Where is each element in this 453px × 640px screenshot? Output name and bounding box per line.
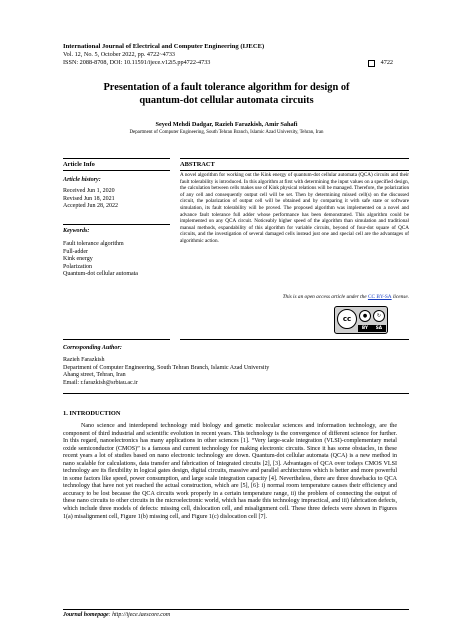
keyword: Kink energy [63, 256, 93, 263]
divider [63, 170, 170, 171]
title-line-1: Presentation of a fault tolerance algorithm for design of [103, 82, 350, 93]
keyword: Full-adder [63, 248, 88, 255]
keyword: Fault tolerance algorithm [63, 241, 124, 247]
journal-volume: Vol. 12, No. 5, October 2022, pp. 4722~4733 [63, 51, 176, 59]
keywords-heading: Keywords: [63, 228, 90, 234]
divider [63, 393, 409, 394]
keyword-list [63, 241, 178, 279]
abstract-heading: ABSTRACT [180, 161, 215, 168]
title-line-2: quantum-dot cellular automata circuits [139, 95, 314, 106]
license-prefix: This is an open access article under the [282, 294, 368, 300]
page-number-group [368, 59, 393, 67]
divider [180, 339, 409, 340]
badge-by: BY [361, 326, 368, 331]
accepted-date: Accepted Jun 28, 2022 [63, 203, 118, 210]
badge-sa: SA [375, 326, 383, 331]
intro-paragraph [63, 423, 397, 521]
journal-homepage [63, 612, 170, 618]
corresponding-heading: Corresponding Author: [63, 345, 122, 351]
paper-title [40, 81, 413, 107]
square-icon [368, 60, 375, 67]
journal-issn: ISSN: 2088-8708, DOI: 10.11591/ijece.v12i5.pp4722-4733 [63, 59, 211, 67]
divider [63, 224, 170, 225]
share-alike-icon: ↻ [373, 310, 385, 322]
homepage-url[interactable]: : http://ijece.iaescore.com [108, 612, 171, 618]
section-heading: 1. INTRODUCTION [63, 410, 121, 417]
history-dates [63, 188, 170, 211]
divider [63, 158, 170, 159]
issn-row [63, 59, 393, 67]
page-number: 4722 [380, 59, 393, 67]
license-link[interactable]: CC BY-SA [367, 294, 392, 300]
author-list: Seyed Mehdi Dadgar, Razieh Farazkish, Amir Sahafi [155, 121, 298, 128]
journal-header [63, 43, 393, 68]
footer-divider [63, 609, 409, 610]
journal-name: International Journal of Electrical and Computer Engineering (IJECE) [63, 43, 265, 50]
corresponding-dept: Department of Computer Engineering, South Tehran Branch, Islamic Azad University [63, 364, 270, 371]
person-icon: ● [359, 310, 371, 322]
corresponding-name: Razieh Farazkish [63, 357, 105, 363]
divider [180, 158, 409, 159]
cc-by-sa-badge[interactable] [334, 306, 388, 334]
keyword: Polarization [63, 263, 92, 270]
license-line [180, 294, 409, 300]
intro-text: Nano science and interdepend technology mid biology and genetic molecular sciences and information technology, are the component of third industrial and scientific evolution in recent years. This technology is the convergence of different science for further. In this regard, nanoelectronics has many applications in other sciences [1]. “Very large-scale integration (VLSI)-complementary metal oxide semiconductor (CMOS)” is a famous and current technology for making electronic circuits. Since it has some obstacles, in these recent years a lot of studies based on nano electronic technology are down. Quantum-dot cellular automata (QCA) is a new method in nano scalable for calculations, data transfer and fabrication of Integrated circuits [2], [3]. Advantages of QCA over todays CMOS VLSI technology are its flexibility in logical gates design, digital circuits, massive and parallel architectures which is better and more powerful in some factors like speed, power consumption, and large scale integration capacity [4]. Nevertheless, there are three drawbacks to QCA technology that have not yet reached the actual construction, which are [5], [6]: i) normal room temperature causes their efficiency and accuracy to be lost because the QCA circuits work properly in a certain temperature range, ii) the problem of connecting the output of these nano circuits to other circuits in the microelectronic world, which has made this technology impractical, and iii) fabrication defects, which include three models of defects: missing cell, dislocation cell, and misalignment cell. These three defects were shown in Figures 1(a) misalignment cell, Figure 1(b) missing cell, and Figure 1(c) dislocation cell [7]. [63, 423, 397, 520]
corresponding-email: Email: r.farazkish@srbiau.ac.ir [63, 379, 138, 386]
corresponding-street: Ahang street, Tehran, Iran [63, 372, 126, 379]
received-date: Received Jun 1, 2020 [63, 188, 115, 194]
divider [180, 170, 409, 171]
cc-icon: cc [337, 309, 357, 329]
license-suffix: license. [391, 294, 409, 300]
keyword: Quantum-dot cellular automata [63, 271, 138, 278]
affiliation: Department of Computer Engineering, South Tehran Branch, Islamic Azad University, Tehran, Iran [129, 130, 324, 135]
homepage-label: Journal homepage [63, 612, 109, 618]
article-info-heading: Article Info [63, 161, 95, 168]
corresponding-block [63, 357, 393, 387]
revised-date: Revised Jun 18, 2021 [63, 195, 115, 202]
abstract-text: A novel algorithm for working out the Kink energy of quantum-dot cellular automata (QCA) circuits and their fault tolerability is introduced. In this algorithm at first with determining the input values on a specified design, the calculation between cells makes use of Kink physical relations will be managed. Therefore, the polarization of any cell and consequently output cell will be set. Then by determining missed cell(s) on the discussed circuit, the polarization of output cell will be obtained and by comparing it with safe state or software simulation, its fault tolerability will be proved. The proposed algorithm was implemented on a novel and advance fault tolerance full adder whose performance has been demonstrated. This algorithm could be implemented on any QCA circuit. Noticeably higher speed of the algorithm than simulation and traditional manual methods, expandability of this algorithm for variable circuits, beyond of four-dot square of QCA circuits, and the investigation of several damaged cells instead just one and special cell are the advantages of algorithmic action. [180, 172, 410, 244]
divider [63, 339, 170, 340]
badge-label-bar [358, 325, 386, 332]
history-heading: Article history: [63, 177, 101, 183]
